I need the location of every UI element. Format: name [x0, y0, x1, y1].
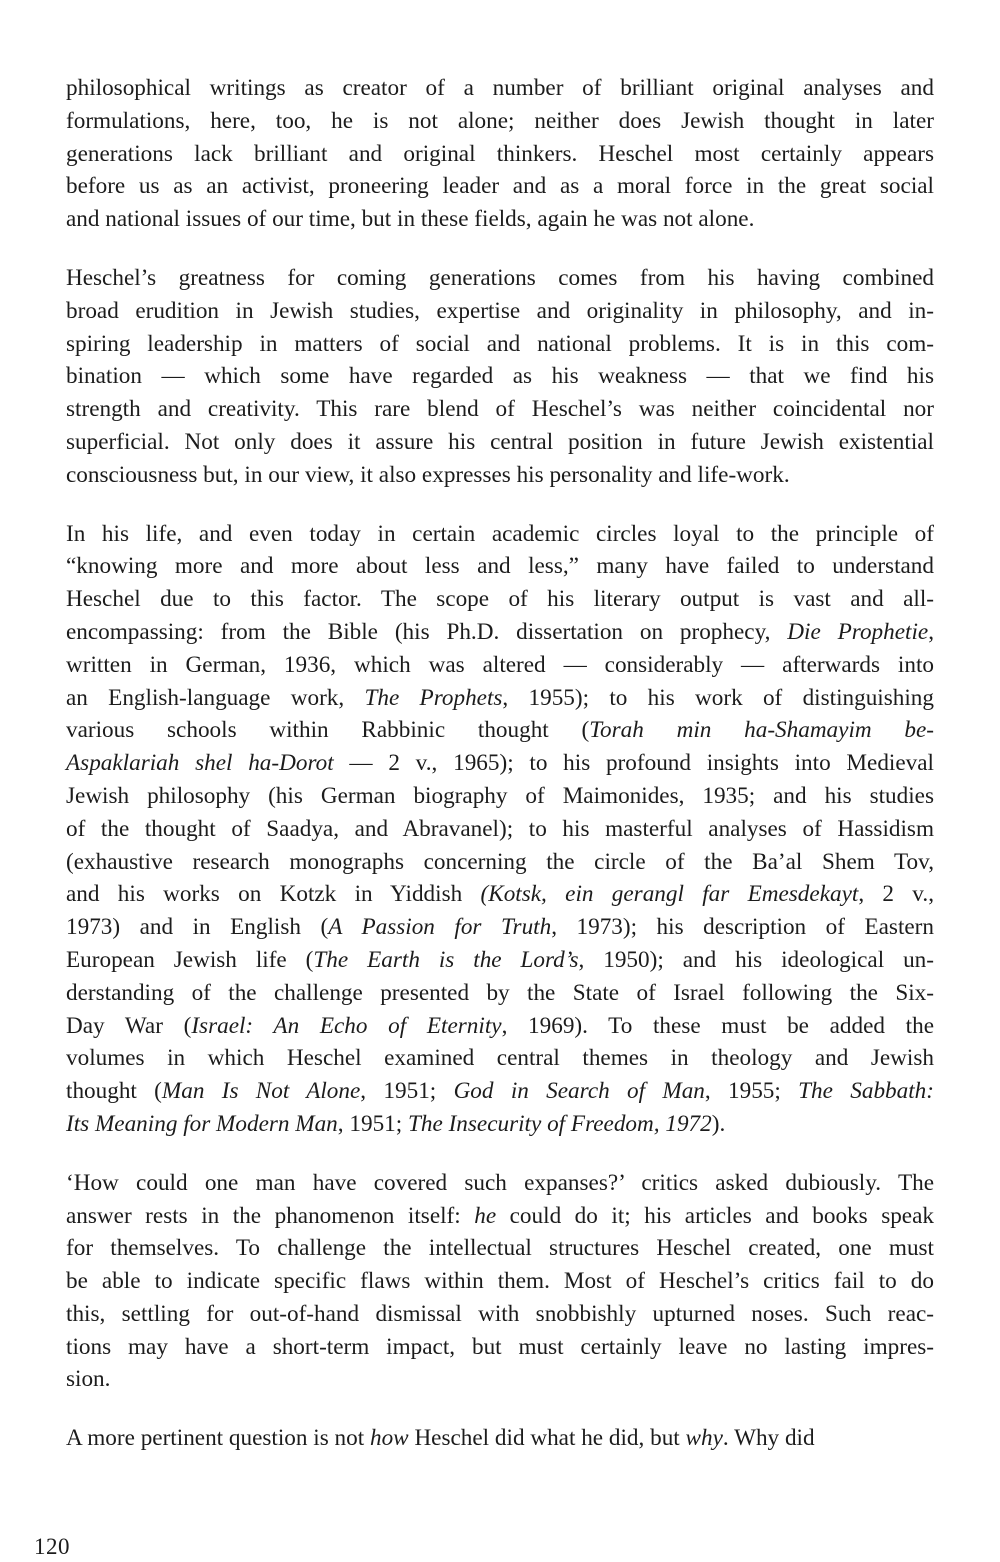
paragraph-3: [66, 518, 934, 1141]
text-line: generations lack brilliant and original thinkers. Heschel most certainly appears: [66, 140, 934, 167]
paragraph-2: [66, 262, 934, 492]
paragraph-5: [66, 1422, 934, 1455]
text-line: volumes in which Heschel examined central themes in theology and Jewish: [66, 1045, 934, 1072]
text-line: answer rests in the phanomenon itself: he could do it; his articles and books speak: [66, 1202, 934, 1229]
text-line: ‘How could one man have covered such expanses?’ critics asked dubiously. The: [66, 1169, 934, 1196]
text-line: European Jewish life (The Earth is the Lord’s, 1950); and his ideological un-: [66, 946, 934, 973]
text-line: A more pertinent question is not how Heschel did what he did, but why. Why did: [66, 1425, 815, 1452]
text-line: tions may have a short-term impact, but must certainly leave no lasting impres-: [66, 1333, 934, 1360]
text-line: an English-language work, The Prophets, 1955); to his work of distinguishing: [66, 684, 934, 711]
text-line: of the thought of Saadya, and Abravanel); to his masterful analyses of Hassidism: [66, 815, 934, 842]
text-line: this, settling for out-of-hand dismissal with snobbishly upturned noses. Such reac-: [66, 1300, 934, 1327]
text-line: Jewish philosophy (his German biography of Maimonides, 1935; and his studies: [66, 782, 934, 809]
text-line: be able to indicate specific flaws within them. Most of Heschel’s critics fail to do: [66, 1268, 934, 1295]
page-body: [66, 72, 934, 1455]
text-line: before us as an activist, proneering leader and as a moral force in the great social: [66, 173, 934, 200]
paragraph-4: [66, 1167, 934, 1397]
text-line: Day War (Israel: An Echo of Eternity, 1969). To these must be added the: [66, 1012, 934, 1039]
text-line: formulations, here, too, he is not alone; neither does Jewish thought in later: [66, 107, 934, 134]
text-line: Heschel due to this factor. The scope of his literary output is vast and all-: [66, 586, 934, 613]
text-line: and his works on Kotzk in Yiddish (Kotsk, ein gerangl far Emesdekayt, 2 v.,: [66, 881, 934, 908]
text-line: In his life, and even today in certain academic circles loyal to the principle of: [66, 520, 934, 547]
page-number: 120: [34, 1534, 70, 1559]
text-line: thought (Man Is Not Alone, 1951; God in Search of Man, 1955; The Sabbath:: [66, 1078, 934, 1105]
text-line: for themselves. To challenge the intellectual structures Heschel created, one must: [66, 1235, 934, 1262]
text-line: spiring leadership in matters of social and national problems. It is in this com-: [66, 330, 934, 357]
text-line: and national issues of our time, but in these fields, again he was not alone.: [66, 206, 755, 233]
text-line: written in German, 1936, which was altered — considerably — afterwards into: [66, 651, 934, 678]
text-line: consciousness but, in our view, it also expresses his personality and life-work.: [66, 461, 790, 488]
text-line: bination — which some have regarded as his weakness — that we find his: [66, 363, 934, 390]
text-line: Aspaklariah shel ha-Dorot — 2 v., 1965); to his profound insights into Medieval: [66, 750, 934, 777]
text-line: superficial. Not only does it assure his central position in future Jewish existential: [66, 428, 934, 455]
text-line: sion.: [66, 1366, 111, 1393]
paragraph-1: [66, 72, 934, 236]
text-line: encompassing: from the Bible (his Ph.D. dissertation on prophecy, Die Prophetie,: [66, 618, 934, 645]
text-line: “knowing more and more about less and less,” many have failed to understand: [66, 553, 934, 580]
text-line: Heschel’s greatness for coming generations comes from his having combined: [66, 264, 934, 291]
text-line: (exhaustive research monographs concerning the circle of the Ba’al Shem Tov,: [66, 848, 934, 875]
text-line: various schools within Rabbinic thought (Torah min ha-Shamayim be-: [66, 717, 935, 744]
text-line: derstanding of the challenge presented by the State of Israel following the Six-: [66, 979, 934, 1006]
text-line: philosophical writings as creator of a number of brilliant original analyses and: [66, 75, 934, 101]
text-line: broad erudition in Jewish studies, expertise and originality in philosophy, and in-: [66, 297, 934, 324]
text-line: strength and creativity. This rare blend of Heschel’s was neither coincidental nor: [66, 396, 934, 423]
text-line: 1973) and in English (A Passion for Truth, 1973); his description of Eastern: [66, 914, 934, 941]
text-line: Its Meaning for Modern Man, 1951; The Insecurity of Freedom, 1972).: [66, 1110, 726, 1137]
